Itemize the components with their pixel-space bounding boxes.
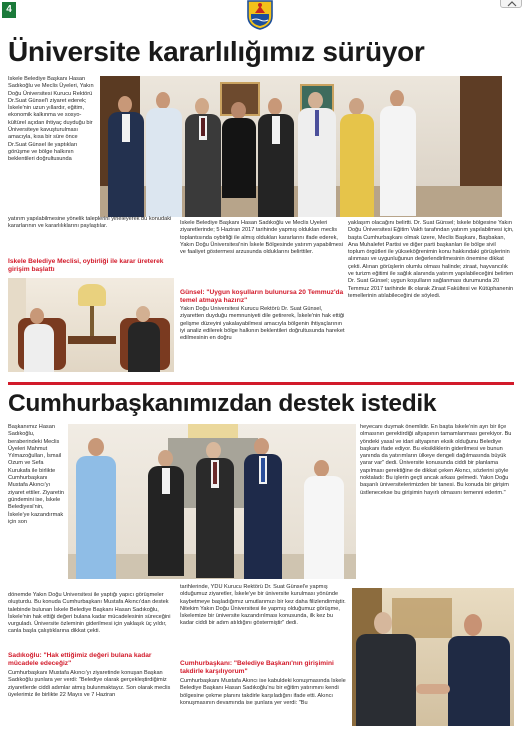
section-divider [8,382,514,385]
article2-body-1: Cumhurbaşkanı Mustafa Akıncı'yı ziyaretinde konuşan Başkan Sadıkoğlu şunlara yer verdi: "Belediye olarak gerçekleştirdiğimiz ziyaretlerde ciddi adımlar atmış bulunmaktayız. Son olarak meclis üyelerimiz ile birlikte 22 Mayıs ve 7 Haziran [8,670,171,698]
share-badge[interactable] [500,0,522,8]
article2-subheading-2: Cumhurbaşkanı: "Belediye Başkanı'nın girişimini takdirle karşılıyorum" [180,660,334,675]
article2-column-2: tarihlerinde, YDÜ Kurucu Rektörü Dr. Suat Günsel'e yapmış olduğumuz ziyaretler, İskele'ye bir üniversite kurulması yönünde kaybetmeye başladığımız umutlarımızı bir kez daha filizlendirmiştir. Nitekim Yakın Doğu Üniversitesi ile yapmış olduğumuz görüşme, İskelemize bir üniversite kazandırılması konusunda, ilk kez bu kadar ciddi bir adım atıldığını göstermiştir" dedi. [180,584,346,627]
article2-lead-cont: dönemde Yakın Doğu Üniversitesi ile yaptığı yapıcı görüşmeler oluşturdu. Bu konuda Cumhurbaşkanı Mustafa Akıncı'dan destek talebinde bulunan İskele Belediye Başkanı Hasan Sadıkoğlu, İskele'nin hak ettiği değeri bulana kadar mücadelesinin süreceğini vurguladı. Üniversite özleminin giderilmesi için yaklaşık üç yıldır, canla başla çalıştıklarına dikkat çekti. [8,592,171,635]
group-photo-rector-visit [100,76,502,217]
page-number-badge: 4 [2,2,16,18]
article1-lead-cont: yatırım yapılabilmesine yönelik taleplerini yineleyerek bu konudaki kararlarının ve kararlılıklarını paylaştılar. [8,216,172,230]
article2-column-2b: Cumhurbaşkanı Mustafa Akıncı ise kabuldeki konuşmasında İskele Belediye Başkanı Hasan Sadıkoğlu'nu bir eğitim yatırımını kendi bölgesine çekme planını takdirle karşıladığını ifade etti. Akıncı konuşmasının devamında ise şunlara yer verdi: "Bu [180,678,346,706]
article1-subheading-2: Günsel: "Uygun koşulların bulunursa 20 Temmuz'da temel atmaya hazırız" [180,289,344,304]
article1-title: Üniversite kararlılığımız sürüyor [8,36,425,67]
article2-lead: Başkanımız Hasan Sadıkoğlu, beraberindeki Meclis Üyeleri Mahmut Yılmazoğulları, İsmail Ozum ve Sefa Kurukafa ile birlikte Cumhurbaşkanı Mustafa Akıncı'yı ziyaret ettiler. Ziyaretin gündemini ise, İskele Belediyesi'nin, İskele'ye kazandırmak için son [8,424,64,525]
article1-subheading-1: İskele Belediye Meclisi, oybirliği ile karar üreterek girişim başlattı [8,258,164,273]
article1-lead: İskele Belediye Başkanı Hasan Sadıkoğlu ve Meclis Üyeleri, Yakın Doğu Üniversitesi Kurucu Rektörü Dr.Suat Günsel'i ziyaret ederek; İskele'nin uzun yıllardır, eğitim, ekonomik kalkınma ve sosyo-kültürel açıdan ihtiyaç duyduğu bir Üniversiteye kavuşturulması amacıyla, kısa bir süre önce Dr.Suat Günsel ile yaptıkları görüşme ve bölge halkının beklentileri doğrultusunda [8,76,94,163]
article1-column-2b: Yakın Doğu Üniversitesi Kurucu Rektörü Dr. Suat Günsel, ziyaretten duyduğu memnuniyeti dile getirerek, İskele'nin hak ettiği gelişme düzeyini yakalayabilmesi amacıyla bölgenin ihtiyaçlarının iyi analiz edilerek bölge halkının beklentileri doğrultusunda hareket edilmesinin en doğru [180,306,345,342]
meeting-photo-office [8,278,174,372]
article2-title: Cumhurbaşkanımızdan destek istedik [8,390,437,417]
municipality-logo [247,0,273,30]
article1-column-2: İskele Belediye Başkanı Hasan Sadıkoğlu ve Meclis Üyeleri ziyaretlerinde; 5 Haziran 2017 tarihinde yapmış oldukları meclis toplantısında oybirliği ile almış oldukları kararlarını ifade ederek, Yakın Doğu Üniversitesi'nin İskele Bölgesinde yatırım yapabilmesi ve faaliyet göstermesi arzusunda olduklarını belirttiler. [180,220,343,256]
handshake-photo [352,588,514,726]
article2-column-3: heyecanı duymak önemlidir. En başta İskele'nin ayrı bir ilçe olmasının gerektirdiği altyapının tamamlanması gerekiyor. Bu yöndeki yasal ve idari altyapının eksik olduğunu Belediye başkanı ifade ediyor. Bu eksikliklerin giderilmesi ve bunun yanında da yatırımların ülkeye dengeli dağılmasında büyük yarar var" dedi. Üniversite konusunda ciddi bir planlama yapılması gerektiğine de dikkat çeken Akıncı, sözlerini şöyle noktaladı: Bu işlerin geçti ancak arkası gelmedi. Yakın Doğu başarılı üniversitelerimizden bir tanesi. Bu konuda bir girişim üstlenecekse bu girişimin hayırlı olmasını temenni ederim." [360,424,512,496]
group-photo-president-visit [68,424,356,579]
article2-subheading-1: Sadıkoğlu: "Hak ettiğimiz değeri bulana kadar mücadele edeceğiz" [8,652,152,667]
article1-column-3: yaklaşım olacağını belirtti. Dr. Suat Günsel; İskele bölgesine Yakın Doğu Üniversitesi Eğitim Vakfı tarafından yatırım yapılabilmesi için, başta Cumhurbaşkanı olmak üzere, Meclis Başkanı, Başbakan, Ana Muhalefet Partisi ve diğer parti başkanları ile bölge sivil toplum örgütleri ile yükseköğrenimin konu hakkındaki görüşlerinin alınması ve uygunluğunun değerlendirilmesinin önemine dikkat çekti. Alınan görüşlerin olumlu olması halinde; ziraat, hayvancılık ve turizm eğitimi ile sağlık alanında yatırım yapılabileceğini belirten Dr. Suat Günsel; uygun koşulların sağlanması durumunda 20 Temmuz 2017 tarihinde ilk olarak Ziraat Fakültesi ve Kütüphanenin temellerinin atılabileceğini de söyledi. [348,220,514,299]
